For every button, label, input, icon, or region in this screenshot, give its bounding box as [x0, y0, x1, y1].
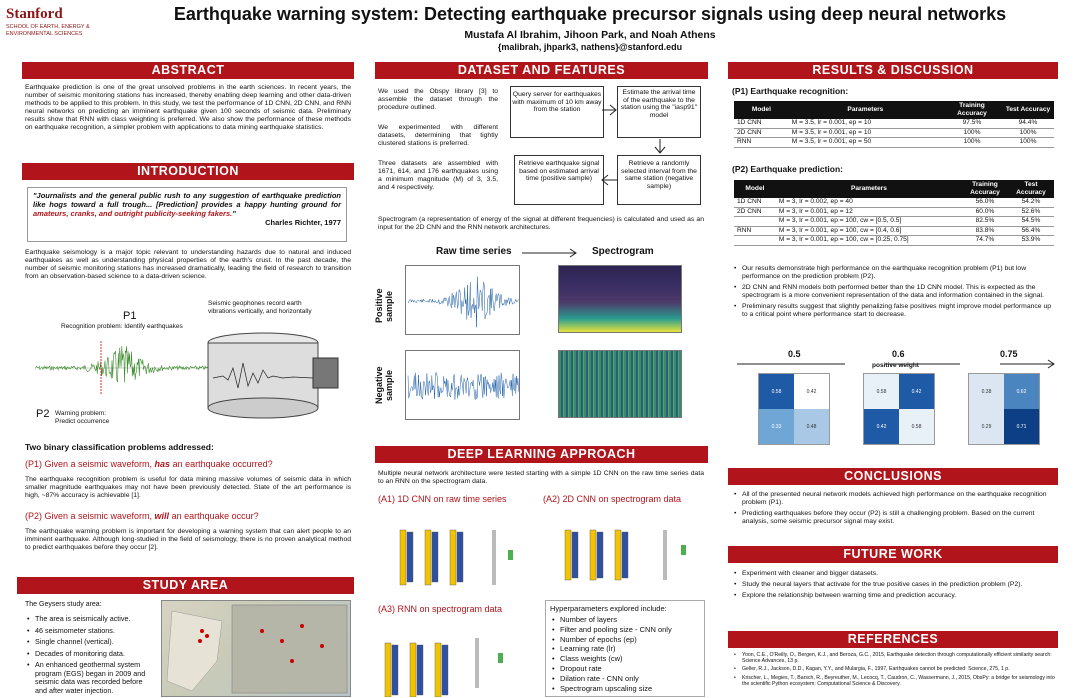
school-name: SCHOOL OF EARTH, ENERGY & ENVIRONMENTAL SCIENCES	[6, 24, 90, 37]
positive-waveform-plot	[405, 265, 520, 335]
table-row: RNN M = 3.5, lr = 0.001, ep = 50 100% 100%	[734, 138, 1054, 148]
dataset-heading: DATASET AND FEATURES	[375, 62, 708, 79]
two-problems-heading: Two binary classification problems addressed:	[25, 442, 214, 452]
quote-author: Charles Richter, 1977	[265, 218, 341, 227]
list-item: • Experiment with cleaner and bigger datasets.	[732, 570, 1058, 578]
p2-question: (P2) Given a seismic waveform, will an earthquake occur?	[25, 511, 259, 521]
table-row: M = 3, lr = 0.001, ep = 100, cw = [0.5, 0.5] 82.5% 54.5%	[734, 217, 1054, 227]
hyperparameters-list	[550, 616, 700, 693]
list-item: • Decades of monitoring data.	[25, 650, 155, 659]
arrow-right-icon	[520, 248, 580, 258]
p1-question: (P1) Given a seismic waveform, has an earthquake occurred?	[25, 459, 273, 469]
future-heading: FUTURE WORK	[728, 546, 1058, 563]
abstract-text: Earthquake prediction is one of the great unsolved problems in the earth sciences. In recent years, the number of seismic monitoring stations has increased, thereby enabling deep learning and other data-driven methods to be applied to this problem. In this study, we test the performance of 1D CNN, 2D CNN, and RNN neural networks on predicting an imminent earthquake given 100 seconds of seismic data. Preliminary results show that RNN with class weighting is preferred. We also show the performance of these methods on earthquake recognition, a simpler problem with applications to data mining earthquake statistics.	[25, 84, 351, 132]
dataset-p2: We experimented with different datasets, determining that tightly clustered stations is preferred.	[378, 124, 498, 148]
authors: Mustafa Al Ibrahim, Jihoon Park, and Noah Athens	[464, 29, 716, 41]
list-item: • Yoon, C.E., O'Reilly, O., Bergen, K.J., and Beroza, G.C., 2015, Earthquake detection through computationally efficient similarity search: Science Advances, 13 p.	[732, 652, 1058, 664]
p1-desc: Recognition problem: Identify earthquakes	[61, 323, 183, 330]
a2-architecture-diagram	[545, 510, 705, 600]
richter-quote: "Journalists and the general public rush to any suggestion of earthquake prediction like hogs toward a full trough... [Prediction] provides a happy hunting ground for amateurs, cranks, and outright publicity-seeking fakers." Charles Richter, 1977	[27, 187, 347, 242]
arrow-down-icon	[650, 138, 670, 156]
p1-results-title: (P1) Earthquake recognition:	[732, 86, 849, 96]
p2-desc: Warning problem: Predict occurrence	[55, 410, 110, 425]
weight-06: 0.6	[892, 349, 905, 359]
p2-text: The earthquake warning problem is important for developing a warning system that can alert people to an imminent earthquake. Although long-studied in the field of seismology, there is no proven analytical method to predict earthquakes before they occur [2].	[25, 528, 351, 552]
dl-text: Multiple neural network architecture were tested starting with a simple 1D CNN on the raw time series data to an RNN on the spectrogram data.	[378, 470, 704, 486]
hyperparameters-box	[545, 600, 705, 697]
abstract-heading: ABSTRACT	[22, 62, 354, 79]
p2-results-title: (P2) Earthquake prediction:	[732, 164, 843, 174]
conclusions-list	[732, 491, 1058, 529]
table-row: 2D CNN M = 3, lr = 0.001, ep = 12 60.0% 52.6%	[734, 207, 1054, 217]
arrow-right-icon	[735, 358, 1055, 370]
list-item: • Dropout rate	[550, 665, 700, 674]
list-item: • Predicting earthquakes before they occur (P2) is still a challenging problem. Based on the current analysis, some seismic precursor signal may exist.	[732, 510, 1058, 526]
list-item: • Our results demonstrate high performance on the earthquake recognition problem (P1) but low performance on the prediction problem (P2).	[732, 265, 1058, 281]
results-heading: RESULTS & DISCUSSION	[728, 62, 1058, 79]
a2-title: (A2) 2D CNN on spectrogram data	[543, 494, 682, 504]
arrow-left-icon	[598, 170, 620, 190]
list-item: • 46 seismometer stations.	[25, 627, 155, 636]
flow-box-estimate: Estimate the arrival time of the earthquake to the station using the "iasp91" model	[617, 86, 701, 138]
future-list	[732, 570, 1058, 603]
hyperparameters-title: Hyperparameters explored include:	[550, 604, 667, 613]
list-item: • The area is seismically active.	[25, 615, 155, 624]
confusion-matrix-06: 0.58 0.42 0.42 0.58	[863, 373, 935, 445]
list-item: • Explore the relationship between warning time and prediction accuracy.	[732, 592, 1058, 600]
poster-header	[0, 0, 1080, 58]
positive-weight-label: positive weight	[872, 362, 919, 369]
a3-architecture-diagram	[380, 618, 530, 697]
list-item: • Learning rate (lr)	[550, 645, 700, 654]
seismometer-drum	[203, 328, 343, 423]
p1-results-table: Model Parameters Training Accuracy Test Accuracy 1D CNN M = 3.5, lr = 0.001, ep = 10 97.5% 94.4% 2D CNN M = 3.5, lr = 0.001, ep = 10 100% 100% RNN M = 3.5, lr = 0.001, ep = 50 100% 100%	[734, 101, 1054, 148]
list-item: • Preliminary results suggest that slightly penalizing false positives might improve model performance up to a critical point where performance start to decrease.	[732, 303, 1058, 319]
list-item: • Number of epochs (ep)	[550, 636, 700, 645]
list-item: • Krischer, L., Megies, T., Barsch, R., Beyreuther, M., Lecocq, T., Caudron, C., Wassermann, J., 2015, ObsPy: a bridge for seismology into the scientific Python ecosystem: Computational Science & Discovery.	[732, 675, 1058, 687]
p1-text: The earthquake recognition problem is useful for data mining massive volumes of seismic data in which smaller magnitude earthquakes may not have been previously detected. State of the art performance is high, ~87% accuracy is achievable [1].	[25, 476, 351, 500]
flow-box-negative: Retrieve a randomly selected interval from the same station (negative sample)	[617, 155, 701, 205]
a1-architecture-diagram	[380, 510, 530, 600]
list-item: • All of the presented neural network models achieved high performance on the earthquake recognition problem (P1).	[732, 491, 1058, 507]
list-item: • Single channel (vertical).	[25, 638, 155, 647]
positive-spectrogram	[558, 265, 682, 333]
results-bullets	[732, 265, 1058, 323]
list-item: • Spectrogram upscaling size	[550, 685, 700, 694]
p2-results-table: Model Parameters Training Accuracy Test Accuracy 1D CNN M = 3, lr = 0.002, ep = 40 56.0% 54.2% 2D CNN M = 3, lr = 0.001, ep = 12 60.0% 52.6% M = 3, lr = 0.001, ep = 100, cw = [0.5, 0.5] 82.5% 54.5% RNN M = 3, lr = 0.001, ep = 100, cw = [0.4, 0.6] 83.8% 56.4% M = 3, lr = 0.001, ep = 100, cw = [0.25, 0.75] 74.7% 53.9%	[734, 180, 1054, 246]
table-row: 1D CNN M = 3.5, lr = 0.001, ep = 10 97.5% 94.4%	[734, 119, 1054, 128]
list-item: • Dilation rate - CNN only	[550, 675, 700, 684]
raw-series-label: Raw time series	[436, 246, 512, 257]
list-item: • Class weights (cw)	[550, 655, 700, 664]
weight-05: 0.5	[788, 349, 801, 359]
poster-title: Earthquake warning system: Detecting earthquake precursor signals using deep neural networks	[173, 4, 1007, 24]
negative-spectrogram	[558, 350, 682, 418]
table-row: 1D CNN M = 3, lr = 0.002, ep = 40 56.0% 54.2%	[734, 198, 1054, 207]
spectrogram-label: Spectrogram	[592, 246, 654, 257]
confusion-matrix-075: 0.38 0.62 0.29 0.71	[968, 373, 1040, 445]
weight-075: 0.75	[1000, 349, 1018, 359]
list-item: • 2D CNN and RNN models both performed better than the 1D CNN model. This is expected as the spectrogram is a more convenient representation of the data and information contained in the signal.	[732, 284, 1058, 300]
list-item: • Number of layers	[550, 616, 700, 625]
p2-label: P2	[36, 408, 50, 420]
negative-waveform-plot	[405, 350, 520, 420]
list-item: • Filter and pooling size - CNN only	[550, 626, 700, 635]
study-heading: STUDY AREA	[17, 577, 354, 594]
stanford-logo: Stanford	[6, 6, 63, 22]
emails: {malibrah, jhpark3, nathens}@stanford.edu	[497, 42, 683, 52]
list-item: • Geller, R.J., Jackson, D.D., Kagan, Y.Y., and Mulargia, F., 1997, Earthquakes cannot be predicted: Science, 275, 1 p.	[732, 666, 1058, 672]
dataset-p1: We used the Obspy library [3] to assemble the dataset through the procedure outlined.	[378, 88, 498, 112]
arrow-right-icon	[600, 100, 620, 120]
flow-box-query: Query server for earthquakes with maximum of 10 km away from the station	[510, 86, 604, 138]
study-intro: The Geysers study area:	[25, 601, 102, 608]
dl-heading: DEEP LEARNING APPROACH	[375, 446, 708, 463]
references-list	[732, 652, 1058, 689]
list-item: • Study the neural layers that activate for the true positive cases in the prediction problem (P2).	[732, 581, 1058, 589]
references-heading: REFERENCES	[728, 631, 1058, 648]
study-list	[25, 615, 155, 698]
intro-text: Earthquake seismology is a major topic relevant to understanding hazards due to natural and induced earthquakes as well as understanding physical properties of the earth's crust. In the past decade, the number of seismic monitoring stations has increased dramatically, leading the field of research to transition from an observation-based science to a data-driven science.	[25, 249, 351, 281]
flow-box-positive: Retrieve earthquake signal based on estimated arrival time (positive sample)	[514, 155, 604, 205]
study-area-map	[161, 600, 351, 697]
table-row: RNN M = 3, lr = 0.001, ep = 100, cw = [0.4, 0.6] 83.8% 56.4%	[734, 226, 1054, 236]
list-item: • An enhanced geothermal system program (EGS) began in 2009 and seismic data was recorded before and after water injection.	[25, 661, 155, 695]
spectrogram-text: Spectrogram (a representation of energy of the signal at different frequencies) is calculated and used as an input for the 2D CNN and the RNN network architectures.	[378, 216, 704, 232]
positive-sample-label: Positive sample	[374, 288, 394, 324]
a1-title: (A1) 1D CNN on raw time series	[378, 494, 507, 504]
confusion-matrix-05: 0.58 0.42 0.33 0.48	[758, 373, 830, 445]
table-row: M = 3, lr = 0.001, ep = 100, cw = [0.25, 0.75] 74.7% 53.9%	[734, 236, 1054, 246]
conclusions-heading: CONCLUSIONS	[728, 468, 1058, 485]
negative-sample-label: Negative sample	[374, 366, 394, 404]
p1-label: P1	[123, 310, 137, 322]
seismograph-figure	[33, 298, 349, 430]
geophone-label: Seismic geophones record earth vibrations vertically, and horizontally	[208, 300, 312, 315]
intro-heading: INTRODUCTION	[22, 163, 354, 180]
a3-title: (A3) RNN on spectrogram data	[378, 604, 503, 614]
table-row: 2D CNN M = 3.5, lr = 0.001, ep = 10 100% 100%	[734, 128, 1054, 138]
dataset-p3: Three datasets are assembled with 1671, 614, and 176 earthquakes using a minimum magnitude (M) of 3, 3.5, and 4 respectively.	[378, 160, 498, 192]
